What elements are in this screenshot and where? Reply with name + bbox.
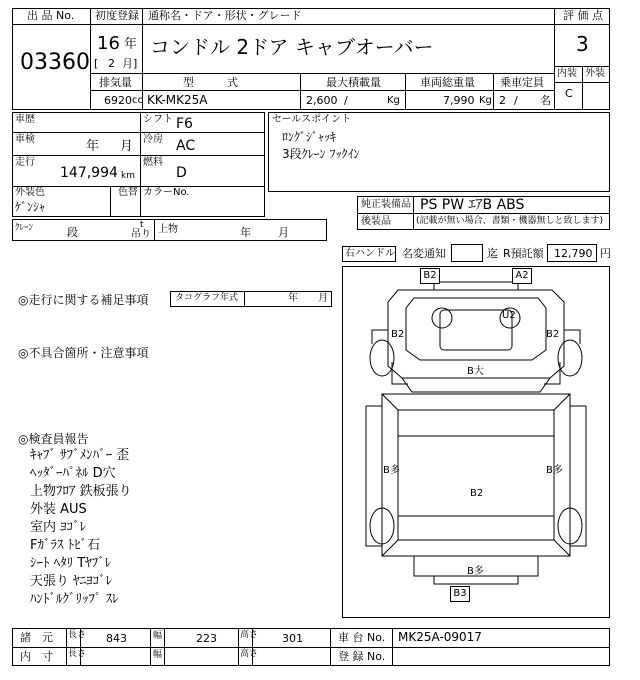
crane-label: ｸﾚｰﾝ <box>15 223 34 233</box>
rebate-label: 迄 <box>487 247 498 260</box>
sales-point-line-1: ﾛﾝｸﾞｼﾞｬｯｷ <box>282 130 337 144</box>
capacity-value: 2 <box>499 94 506 107</box>
interior-grade: C <box>565 87 573 100</box>
spec-label: 諸 元 <box>20 631 53 644</box>
capacity-sep: / <box>514 94 518 107</box>
max-load-unit: Kg <box>387 95 400 106</box>
mileage-change-box <box>451 244 483 262</box>
r-odometer-value: 12,790 <box>554 247 593 260</box>
inspector-line-1: ｷｬﾌﾞ ｻﾌﾞﾒﾝﾊﾞｰ 歪 <box>30 448 130 463</box>
score-label: 評 価 点 <box>563 9 603 22</box>
crane-stage-unit: 段 <box>67 226 78 239</box>
inspector-line-9: ﾊﾝﾄﾞﾙｸﾞﾘｯﾌﾟ ｽﾚ <box>30 592 119 607</box>
width-label: 幅 <box>153 631 163 641</box>
chassis-label: 車 台 No. <box>338 631 386 644</box>
mark-b3-bottom: B3 <box>450 586 470 602</box>
ac-value: AC <box>176 138 196 154</box>
max-load-sep: / <box>344 94 348 107</box>
mark-b-ta-bottom: B多 <box>467 566 484 577</box>
width-value: 223 <box>196 632 217 645</box>
registration-label: 登 録 No. <box>338 650 386 663</box>
inspector-line-3: 上物ﾌﾛｱ 鉄板張り <box>30 484 132 499</box>
capacity-unit: 名 <box>540 94 551 107</box>
history-label: 車歴 <box>15 114 35 125</box>
inspection-label: 車検 <box>15 134 35 145</box>
defect-notes-title: ◎不具合箇所・注意事項 <box>18 346 149 360</box>
driving-notes-title: ◎走行に関する補足事項 <box>18 293 149 307</box>
ac-label: 冷房 <box>143 134 163 145</box>
first-reg-label: 初度登録 <box>95 9 139 22</box>
lot-label: 出 品 No. <box>27 9 75 22</box>
mark-u2: U2 <box>502 310 516 321</box>
fuel-label: 燃料 <box>143 157 163 168</box>
inner-width-label: 幅 <box>153 650 163 660</box>
exterior-label: 外装 <box>585 68 605 79</box>
inner-length-label: 長さ <box>68 649 87 659</box>
inspector-report-title: ◎検査員報告 <box>18 432 89 446</box>
equipment-label: 純正装備品 <box>361 199 411 210</box>
name-label: 通称名・ドア・形状・グレード <box>148 9 302 22</box>
color-no-label: カラーNo. <box>143 187 190 198</box>
sales-point-line-2: 3段ｸﾚｰﾝ ﾌｯｸｲﾝ <box>282 147 360 161</box>
mileage-value: 147,994 <box>60 165 118 181</box>
mark-b-ta-left: B多 <box>383 465 400 476</box>
displacement-value: 6920 <box>104 94 132 107</box>
score-value: 3 <box>576 32 589 56</box>
inner-height-label: 高さ <box>240 649 259 659</box>
displacement-unit: cc <box>132 95 143 106</box>
capacity-label: 乗車定員 <box>500 76 544 89</box>
tachograph-label: タコグラフ年式 <box>175 293 239 303</box>
color-code-label: 色替 <box>118 187 138 198</box>
tachograph-month-unit: 月 <box>318 293 328 304</box>
inspector-line-6: Fｶﾞﾗｽ ﾄﾋﾞ石 <box>30 538 101 553</box>
reg-year: 16 <box>97 33 120 54</box>
reg-month-unit: 月] <box>122 57 138 70</box>
shift-label: シフト <box>143 114 173 125</box>
equipment-value: PS PW ｴｱB ABS <box>420 197 525 213</box>
length-label: 長さ <box>68 630 87 640</box>
ext-color-value: ｹﾞﾝｼｬ <box>15 200 46 214</box>
crane-hang-unit: 吊り <box>131 229 151 240</box>
max-load-label: 最大積載量 <box>326 76 381 89</box>
interior-label: 内装 <box>557 68 577 79</box>
length-value: 843 <box>106 632 127 645</box>
car-name: コンドル 2ドア キャブオーバー <box>150 35 434 59</box>
type-label: 型 式 <box>183 76 238 89</box>
bed-year-unit: 年 <box>240 226 251 239</box>
mark-a2-top: A2 <box>512 268 532 284</box>
inspection-year-unit: 年 <box>86 139 100 154</box>
mark-b2-right: B2 <box>546 329 560 340</box>
model-value: KK-MK25A <box>147 93 208 107</box>
bed-month-unit: 月 <box>278 226 289 239</box>
shift-value: F6 <box>176 116 193 132</box>
tachograph-year-unit: 年 <box>288 293 298 304</box>
chassis-value: MK25A-09017 <box>398 630 482 644</box>
reg-year-unit: 年 <box>124 37 138 52</box>
mileage-unit: km <box>121 171 135 181</box>
r-odometer-unit: 円 <box>600 247 611 260</box>
mileage-label: 走行 <box>15 157 35 168</box>
inspection-month-unit: 月 <box>120 139 134 154</box>
sales-points-title: セールスポイント <box>272 114 352 125</box>
mark-b2-left: B2 <box>391 329 405 340</box>
inspector-line-5: 室内 ﾖｺﾞﾚ <box>30 520 87 535</box>
mark-b-ta-right: B多 <box>546 465 563 476</box>
reg-month-open: [ <box>94 57 99 70</box>
height-label: 高さ <box>240 630 259 640</box>
gross-weight-value: 7,990 <box>443 94 475 107</box>
reg-month: 2 <box>108 57 115 70</box>
gross-weight-label: 車両総重量 <box>420 76 475 89</box>
gross-weight-unit: Kg <box>479 95 492 106</box>
bed-label: 上物 <box>158 224 178 235</box>
details-frame <box>12 112 265 217</box>
mark-b2-center: B2 <box>470 488 484 499</box>
mark-b-dai: B大 <box>467 366 484 377</box>
mileage-change-label: 名変通知 <box>402 247 446 260</box>
inner-label: 内 寸 <box>20 650 53 663</box>
inspector-line-2: ﾍｯﾀﾞｰﾊﾟﾈﾙ D穴 <box>30 466 116 481</box>
inspector-line-4: 外装 AUS <box>30 502 87 517</box>
height-value: 301 <box>282 632 303 645</box>
ext-color-label: 外装色 <box>15 187 45 198</box>
lot-number: 03360 <box>20 50 90 75</box>
max-load-value: 2,600 <box>306 94 338 107</box>
fuel-value: D <box>176 165 187 181</box>
inspector-line-8: 天張り ﾔﾆﾖｺﾞﾚ <box>30 574 113 589</box>
inspector-line-7: ｼｰﾄ ﾍﾀﾘ Tﾔﾌﾞﾚ <box>30 556 112 571</box>
aftermarket-note: (記載が無い場合、書類・機器無しと致します) <box>416 216 604 226</box>
r-odometer-label: R預託額 <box>503 247 544 260</box>
aftermarket-label: 後装品 <box>361 216 391 227</box>
displacement-label: 排気量 <box>99 76 132 89</box>
right-hand-label: 右ハンドル <box>345 248 395 259</box>
mark-b2-top: B2 <box>420 268 440 284</box>
crane-t-unit: t <box>140 220 144 230</box>
